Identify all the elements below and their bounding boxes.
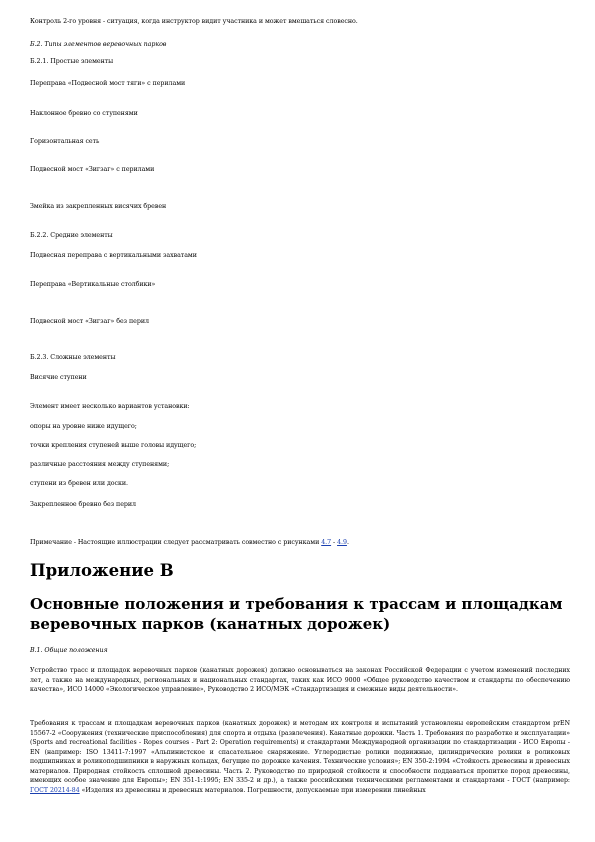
section-b21-title: Б.2.1. Простые элементы xyxy=(30,58,114,65)
medium-element-2: Переправа «Вертикальные столбики» xyxy=(30,281,156,288)
control-level-text: Контроль 2-го уровня - ситуация, когда инструктор видит участника и может вмешаться словесно. xyxy=(30,18,358,25)
variants-intro: Элемент имеет несколько вариантов установки: xyxy=(30,403,190,410)
complex-element-2: Закрепленное бревно без перил xyxy=(30,501,136,508)
appendix-title: Приложение В xyxy=(30,561,174,580)
note-line xyxy=(30,539,349,547)
paragraph-general-2 xyxy=(30,719,570,834)
note-link-4-9[interactable]: 4.9 xyxy=(337,539,347,546)
gost-link[interactable]: ГОСТ 20214-84 xyxy=(30,786,80,794)
appendix-subtitle-line-2: веревочных парков (канатных дорожек) xyxy=(30,615,391,633)
variant-item-4: ступени из бревен или доски. xyxy=(30,480,129,487)
section-b22-title: Б.2.2. Средние элементы xyxy=(30,232,113,239)
paragraph-2-continuation: «Изделия из древесины и древесных материалов. Погрешности, допускаемые при измерении линейных xyxy=(79,786,426,794)
simple-element-3: Горизонтальная сеть xyxy=(30,138,100,145)
section-b23-title: Б.2.3. Сложные элементы xyxy=(30,354,116,361)
section-b2-title: Б.2. Типы элементов веревочных парков xyxy=(30,41,167,48)
section-v1-title: В.1. Общие положения xyxy=(30,647,108,654)
note-prefix: Примечание - Настоящие иллюстрации следует рассматривать совместно с рисунками xyxy=(30,539,322,546)
note-separator: - xyxy=(331,539,338,546)
simple-element-2: Наклонное бревно со ступенями xyxy=(30,110,138,117)
paragraph-2-text: Требования к трассам и площадкам веревочных парков (канатных дорожек) и методам их контроля и испытаний установлены европейским стандартом prEN 15567-2 «Сооружения (технические приспособления) для спорта и отдыха (развлечения). Канатные дорожки. Часть 1. Требования по разработке и эксплуатации» (Sports and recreational facilities - Ropes courses - Part 2: Operation requirements) и стандартами Международной организации по стандартизации - ИСО Европы - EN (например: ISO 13411-7:1997 «Альпинистское и спасательное снаряжение. Углеродистые ролики подвижные, цилиндрические ролики в роликовых подшипниках и роликоподшипники в наружных кольцах, бегущие по дорожке качения. Технические условия»; EN 350-2:1994 «Стойкость древесины и древесных материалов. Природная стойкость сплошной древесины. Часть 2. Руководство по природной стойкости и способности поддаваться пропитке пород древесины, имеющих особое значение для Европы»; EN 351-1:1995; EN 335-2 и др.), а также российскими техническими регламентами и стандартами - ГОСТ (например: xyxy=(30,720,570,784)
appendix-subtitle-line-1: Основные положения и требования к трассам и площадкам xyxy=(30,595,563,613)
simple-element-4: Подвесной мост «Зигзаг» с перилами xyxy=(30,166,155,173)
variant-item-1: опоры на уровне ниже идущего; xyxy=(30,423,137,430)
medium-element-3: Подвесной мост «Зигзаг» без перил xyxy=(30,318,149,325)
simple-element-5: Змейка из закрепленных висячих бревен xyxy=(30,203,167,210)
paragraph-general-1: Устройство трасс и площадок веревочных парков (канатных дорожек) должно основываться на законах Российской Федерации с учетом изменений последних лет, а также на международных, региональных и национальных стандартах, таких как ИСО 9000 «Общее руководство качеством и стандарты по обеспечению качества», ИСО 14000 «Экологическое управление», Руководство 2 ИСО/МЭК «Стандартизация и смежные виды деятельности». xyxy=(30,667,570,693)
medium-element-1: Подвесная переправа с вертикальными захватами xyxy=(30,252,197,259)
variant-item-2: точки крепления ступеней выше головы идущего; xyxy=(30,442,197,449)
simple-element-1: Переправа «Подвесной мост тяги» с перилами xyxy=(30,80,186,87)
note-suffix: . xyxy=(346,539,349,546)
complex-element-1: Висячие ступени xyxy=(30,374,87,381)
variant-item-3: различные расстояния между ступенями; xyxy=(30,461,170,468)
note-link-4-7[interactable]: 4.7 xyxy=(321,539,332,546)
